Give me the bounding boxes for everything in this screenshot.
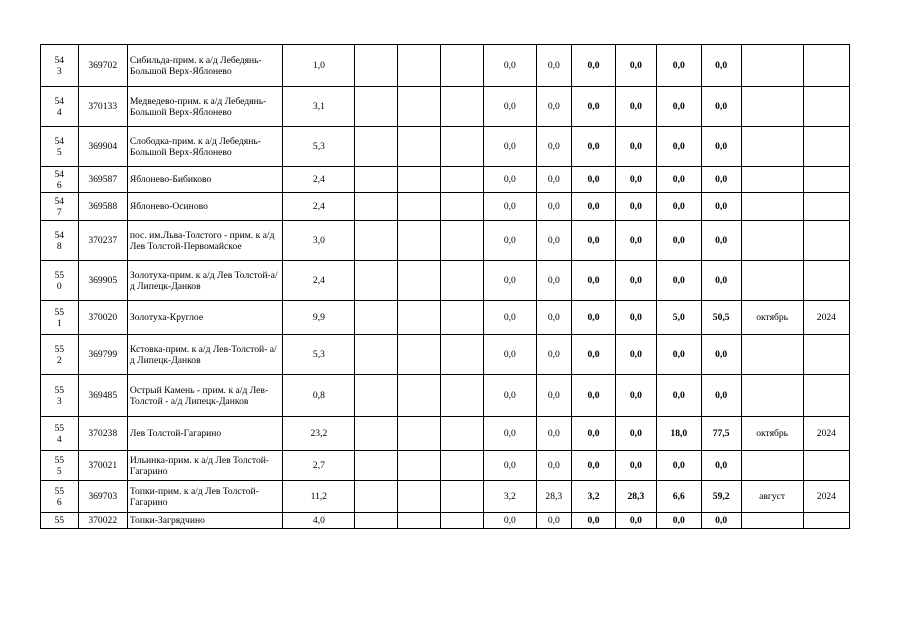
empty-cell [355,375,398,417]
month-cell [741,451,803,481]
value-d: 0,0 [616,261,657,301]
value-e: 0,0 [656,335,701,375]
value-e: 0,0 [656,127,701,167]
road-code: 369702 [78,45,127,87]
road-length: 1,0 [283,45,355,87]
year-cell [803,335,849,375]
empty-cell [441,261,484,301]
empty-cell [355,301,398,335]
value-d: 0,0 [616,417,657,451]
empty-cell [355,167,398,193]
value-f: 0,0 [701,451,741,481]
value-a: 3,2 [484,481,537,513]
empty-cell [398,513,441,529]
empty-cell [441,375,484,417]
table-body [41,45,850,529]
year-cell [803,167,849,193]
value-a: 0,0 [484,261,537,301]
road-length: 5,3 [283,127,355,167]
value-f: 0,0 [701,261,741,301]
empty-cell [441,87,484,127]
empty-cell [441,481,484,513]
row-number: 54 5 [41,127,79,167]
value-d: 0,0 [616,167,657,193]
value-a: 0,0 [484,335,537,375]
value-a: 0,0 [484,221,537,261]
value-e: 0,0 [656,45,701,87]
month-cell [741,87,803,127]
value-c: 0,0 [572,45,616,87]
road-name: Ильинка-прим. к а/д Лев Толстой-Гагарино [127,451,283,481]
empty-cell [398,481,441,513]
value-a: 0,0 [484,193,537,221]
empty-cell [355,417,398,451]
value-b: 28,3 [536,481,571,513]
empty-cell [398,193,441,221]
value-a: 0,0 [484,167,537,193]
row-number: 55 1 [41,301,79,335]
value-e: 0,0 [656,375,701,417]
road-code: 370022 [78,513,127,529]
month-cell [741,513,803,529]
row-number: 54 8 [41,221,79,261]
table-row [41,417,850,451]
value-b: 0,0 [536,221,571,261]
value-a: 0,0 [484,375,537,417]
row-number: 55 6 [41,481,79,513]
value-c: 0,0 [572,127,616,167]
value-b: 0,0 [536,87,571,127]
value-b: 0,0 [536,301,571,335]
value-e: 0,0 [656,221,701,261]
value-a: 0,0 [484,45,537,87]
value-f: 77,5 [701,417,741,451]
row-number: 54 6 [41,167,79,193]
road-code: 370021 [78,451,127,481]
row-number: 55 [41,513,79,529]
road-length: 3,0 [283,221,355,261]
value-f: 0,0 [701,513,741,529]
empty-cell [398,335,441,375]
road-name: Медведево-прим. к а/д Лебедянь-Большой Верх-Яблонево [127,87,283,127]
empty-cell [398,301,441,335]
empty-cell [441,335,484,375]
row-number: 55 3 [41,375,79,417]
value-f: 0,0 [701,221,741,261]
value-b: 0,0 [536,261,571,301]
document-page [40,44,850,529]
road-name: Лев Толстой-Гагарино [127,417,283,451]
year-cell: 2024 [803,417,849,451]
year-cell [803,193,849,221]
value-c: 0,0 [572,335,616,375]
empty-cell [355,335,398,375]
empty-cell [441,451,484,481]
value-b: 0,0 [536,335,571,375]
empty-cell [398,417,441,451]
table-row [41,221,850,261]
empty-cell [355,481,398,513]
value-a: 0,0 [484,513,537,529]
value-b: 0,0 [536,127,571,167]
value-d: 28,3 [616,481,657,513]
empty-cell [398,167,441,193]
year-cell [803,513,849,529]
row-number: 54 3 [41,45,79,87]
road-code: 370237 [78,221,127,261]
month-cell: август [741,481,803,513]
road-name: Кстовка-прим. к а/д Лев-Толстой- а/д Липецк-Данков [127,335,283,375]
year-cell [803,87,849,127]
empty-cell [398,87,441,127]
value-a: 0,0 [484,127,537,167]
value-b: 0,0 [536,167,571,193]
value-d: 0,0 [616,451,657,481]
empty-cell [355,87,398,127]
value-e: 0,0 [656,451,701,481]
road-code: 370020 [78,301,127,335]
year-cell [803,375,849,417]
row-number: 55 4 [41,417,79,451]
road-length: 2,4 [283,167,355,193]
empty-cell [441,221,484,261]
value-c: 0,0 [572,375,616,417]
road-code: 369587 [78,167,127,193]
table-row [41,193,850,221]
year-cell: 2024 [803,481,849,513]
value-f: 0,0 [701,335,741,375]
empty-cell [355,261,398,301]
road-code: 369703 [78,481,127,513]
value-f: 59,2 [701,481,741,513]
value-c: 0,0 [572,513,616,529]
empty-cell [398,375,441,417]
road-name: Топки-Загрядчино [127,513,283,529]
month-cell [741,45,803,87]
empty-cell [441,167,484,193]
empty-cell [398,127,441,167]
road-code: 369904 [78,127,127,167]
month-cell [741,167,803,193]
value-e: 0,0 [656,513,701,529]
row-number: 55 2 [41,335,79,375]
empty-cell [355,451,398,481]
table-row [41,261,850,301]
road-length: 2,7 [283,451,355,481]
road-code: 370133 [78,87,127,127]
empty-cell [398,221,441,261]
value-f: 0,0 [701,193,741,221]
road-length: 23,2 [283,417,355,451]
value-f: 0,0 [701,87,741,127]
value-c: 0,0 [572,301,616,335]
empty-cell [441,301,484,335]
road-name: Слободка-прим. к а/д Лебедянь-Большой Верх-Яблонево [127,127,283,167]
road-length: 0,8 [283,375,355,417]
empty-cell [441,417,484,451]
empty-cell [355,221,398,261]
month-cell: октябрь [741,301,803,335]
road-name: Золотуха-Круглое [127,301,283,335]
road-length: 3,1 [283,87,355,127]
value-f: 0,0 [701,167,741,193]
value-c: 0,0 [572,167,616,193]
table-row [41,301,850,335]
table-row [41,375,850,417]
value-e: 0,0 [656,261,701,301]
road-code: 369485 [78,375,127,417]
empty-cell [355,45,398,87]
value-e: 18,0 [656,417,701,451]
value-d: 0,0 [616,127,657,167]
value-c: 0,0 [572,451,616,481]
value-e: 0,0 [656,87,701,127]
value-c: 0,0 [572,193,616,221]
road-code: 370238 [78,417,127,451]
road-name: Яблонево-Осиново [127,193,283,221]
value-a: 0,0 [484,87,537,127]
row-number: 54 4 [41,87,79,127]
value-e: 5,0 [656,301,701,335]
empty-cell [441,193,484,221]
road-code: 369905 [78,261,127,301]
table-row [41,167,850,193]
road-name: Сибильда-прим. к а/д Лебедянь-Большой Верх-Яблонево [127,45,283,87]
value-d: 0,0 [616,221,657,261]
road-code: 369799 [78,335,127,375]
year-cell [803,261,849,301]
empty-cell [441,127,484,167]
value-b: 0,0 [536,417,571,451]
value-d: 0,0 [616,193,657,221]
empty-cell [398,45,441,87]
road-length: 9,9 [283,301,355,335]
road-length: 2,4 [283,193,355,221]
value-c: 3,2 [572,481,616,513]
value-d: 0,0 [616,87,657,127]
table-row [41,513,850,529]
value-b: 0,0 [536,193,571,221]
value-b: 0,0 [536,451,571,481]
value-c: 0,0 [572,261,616,301]
value-c: 0,0 [572,417,616,451]
value-d: 0,0 [616,45,657,87]
empty-cell [441,513,484,529]
road-length: 5,3 [283,335,355,375]
value-a: 0,0 [484,451,537,481]
empty-cell [441,45,484,87]
road-name: Топки-прим. к а/д Лев Толстой-Гагарино [127,481,283,513]
empty-cell [398,261,441,301]
empty-cell [355,513,398,529]
table-row [41,87,850,127]
value-e: 6,6 [656,481,701,513]
row-number: 55 0 [41,261,79,301]
road-name: пос. им.Льва-Толстого - прим. к а/д Лев Толстой-Первомайское [127,221,283,261]
year-cell [803,127,849,167]
table-row [41,451,850,481]
value-f: 0,0 [701,127,741,167]
year-cell [803,451,849,481]
row-number: 54 7 [41,193,79,221]
month-cell [741,375,803,417]
row-number: 55 5 [41,451,79,481]
table-row [41,127,850,167]
value-f: 0,0 [701,375,741,417]
table-row [41,45,850,87]
year-cell [803,221,849,261]
value-d: 0,0 [616,375,657,417]
month-cell [741,193,803,221]
road-code: 369588 [78,193,127,221]
month-cell [741,261,803,301]
value-e: 0,0 [656,193,701,221]
roads-table [40,44,850,529]
month-cell [741,127,803,167]
value-e: 0,0 [656,167,701,193]
value-b: 0,0 [536,513,571,529]
value-f: 0,0 [701,45,741,87]
road-name: Яблонево-Бибиково [127,167,283,193]
month-cell [741,335,803,375]
value-d: 0,0 [616,513,657,529]
value-c: 0,0 [572,221,616,261]
value-d: 0,0 [616,335,657,375]
year-cell: 2024 [803,301,849,335]
table-row [41,481,850,513]
road-length: 11,2 [283,481,355,513]
empty-cell [398,451,441,481]
value-b: 0,0 [536,375,571,417]
year-cell [803,45,849,87]
road-name: Острый Камень - прим. к а/д Лев-Толстой - а/д Липецк-Данков [127,375,283,417]
month-cell: октябрь [741,417,803,451]
value-a: 0,0 [484,301,537,335]
month-cell [741,221,803,261]
value-c: 0,0 [572,87,616,127]
value-a: 0,0 [484,417,537,451]
value-b: 0,0 [536,45,571,87]
value-f: 50,5 [701,301,741,335]
road-name: Золотуха-прим. к а/д Лев Толстой-а/д Липецк-Данков [127,261,283,301]
empty-cell [355,193,398,221]
road-length: 4,0 [283,513,355,529]
road-length: 2,4 [283,261,355,301]
empty-cell [355,127,398,167]
value-d: 0,0 [616,301,657,335]
table-row [41,335,850,375]
